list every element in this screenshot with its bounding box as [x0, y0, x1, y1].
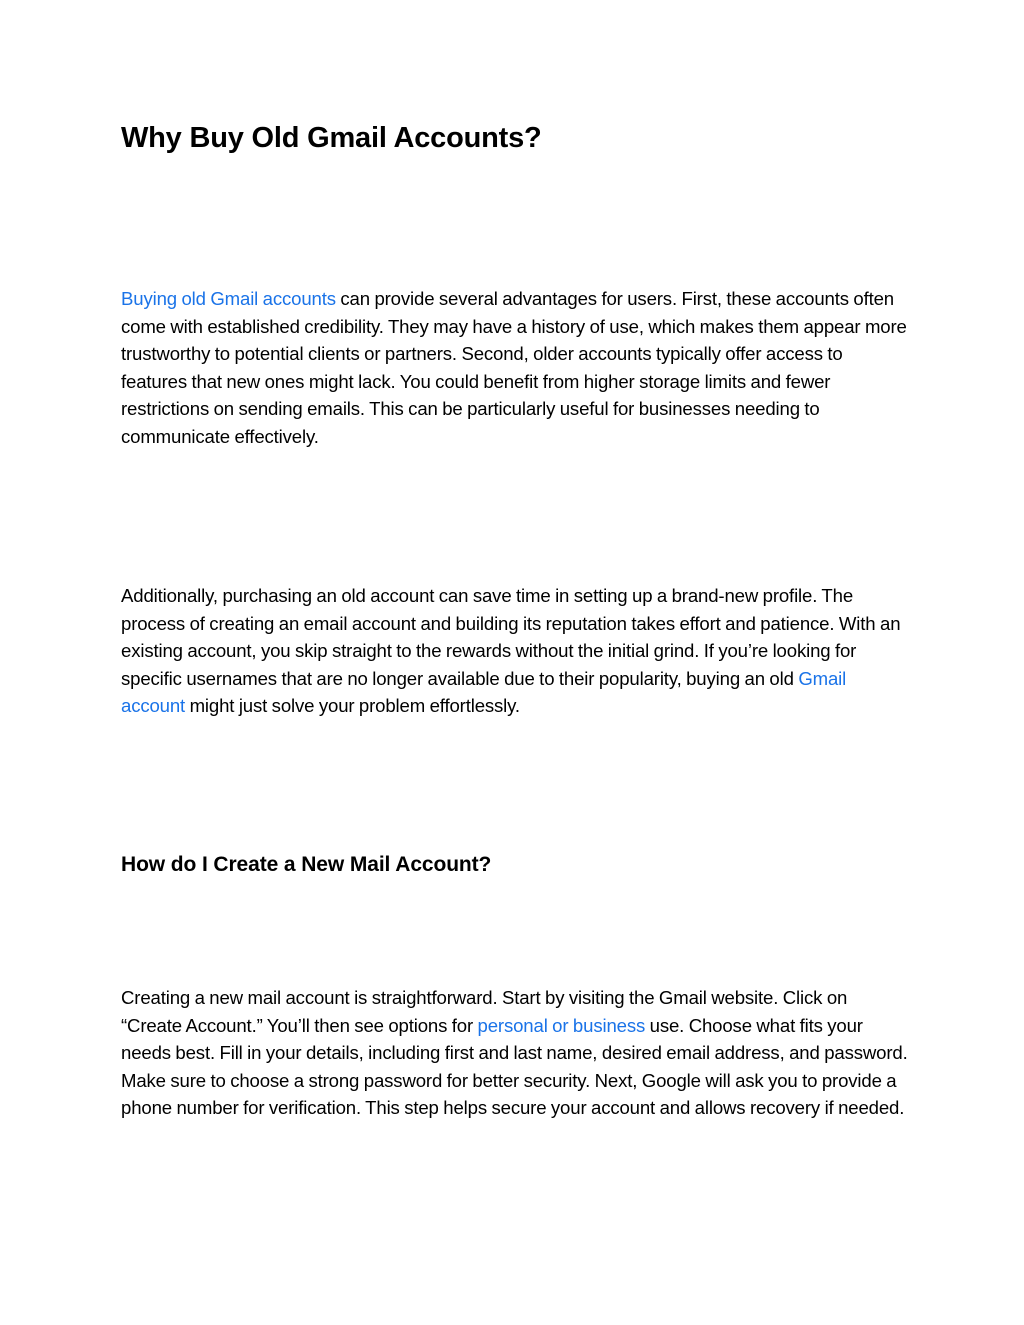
paragraph-text: use. Choose what fits your needs best. Fill in your details, including first and last name, desired email address, and password. Make sure to choose a strong password for better security. Next, Google will ask you to provide a phone number for verification. This step helps secure your account and allows recovery if needed.	[121, 1014, 908, 1119]
paragraph-text: can provide several advantages for users. First, these accounts often come with established credibility. They may have a history of use, which makes them appear more trustworthy to potential clients or partners. Second, older accounts typically offer access to features that new ones might lack. You could benefit from higher storage limits and fewer restrictions on sending emails. This can be particularly useful for businesses needing to communicate effectively.	[121, 288, 907, 447]
paragraph-text: might just solve your problem effortlessly.	[185, 695, 520, 717]
paragraph-text: Additionally, purchasing an old account can save time in setting up a brand-new profile. The process of creating an email account and building its reputation takes effort and patience. With an existing account, you skip straight to the rewards without the initial grind. If you’re looking for specific usernames that are no longer available due to their popularity, buying an old	[121, 585, 901, 689]
section-heading-create-account: How do I Create a New Mail Account?	[121, 853, 492, 876]
link-gmail-account[interactable]: Gmail account	[121, 667, 847, 717]
link-buying-old-gmail-accounts[interactable]: Buying old Gmail accounts	[121, 288, 336, 309]
paragraph-create-steps	[121, 984, 911, 1122]
section-heading-why-buy: Why Buy Old Gmail Accounts?	[121, 122, 542, 154]
paragraph-text: Creating a new mail account is straightforward. Start by visiting the Gmail website. Click on “Create Account.” You’ll then see options for	[121, 987, 848, 1036]
link-personal-or-business[interactable]: personal or business	[477, 1014, 646, 1036]
paragraph-advantages	[121, 285, 911, 451]
paragraph-save-time	[121, 582, 911, 720]
